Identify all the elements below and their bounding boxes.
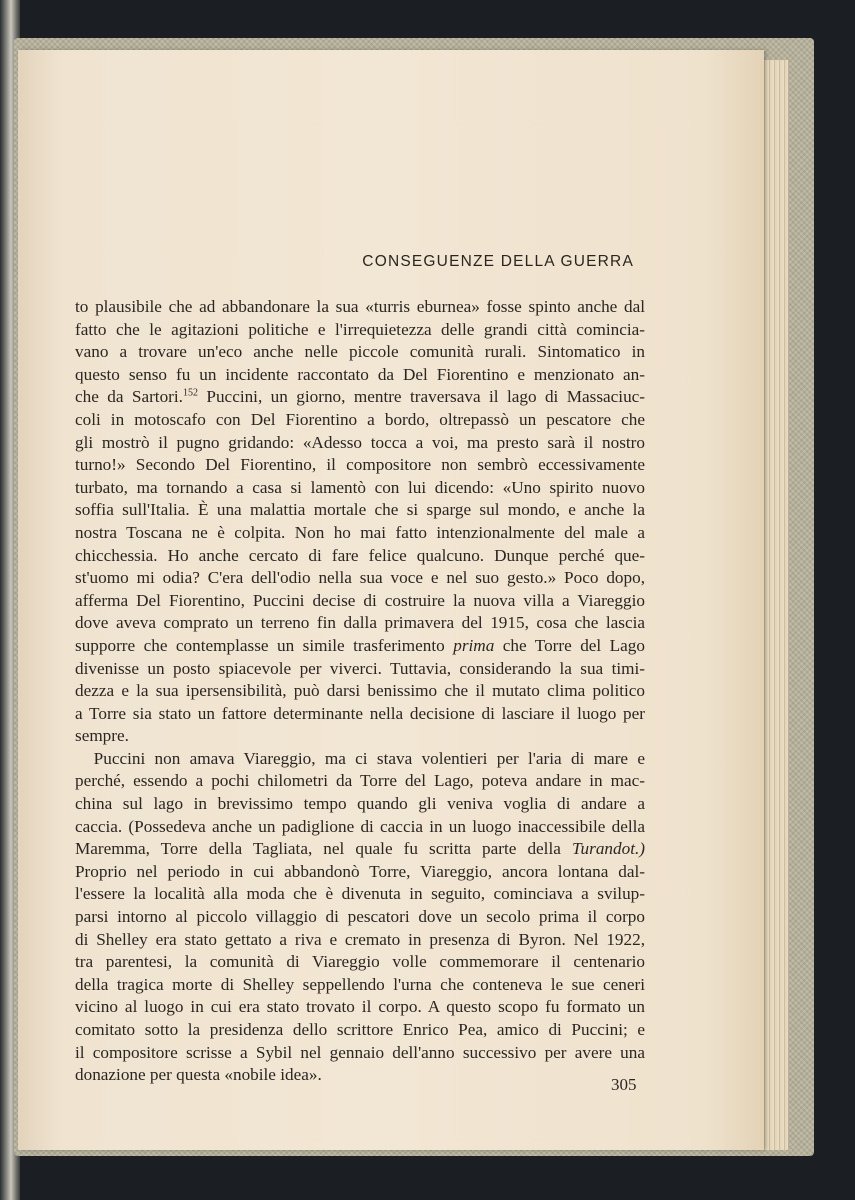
- footnote-ref: 152: [182, 387, 198, 399]
- text-line: sempre.: [75, 726, 129, 746]
- text-line: dove aveva comprato un terreno fin dalla primavera del 1915, cosa che lascia: [75, 613, 645, 633]
- body-text: [75, 296, 645, 1087]
- text-line: perché, essendo a pochi chilometri da Torre del Lago, poteva andare in mac-: [75, 771, 645, 791]
- text-line: a Torre sia stato un fattore determinante nella decisione di lasciare il luogo per: [75, 703, 645, 723]
- text-line: vicino al luogo in cui era stato trovato il corpo. A questo scopo fu formato un: [75, 997, 645, 1017]
- text-line: soffia sull'Italia. È una malattia mortale che si sparge sul mondo, e anche la: [75, 500, 645, 520]
- text-line: della tragica morte di Shelley seppellendo l'urna che conteneva le sue ceneri: [75, 974, 645, 994]
- text-line: tra parentesi, la comunità di Viareggio volle commemorare il centenario: [75, 952, 645, 972]
- text-line: Proprio nel periodo in cui abbandonò Torre, Viareggio, ancora lontana dal-: [75, 861, 645, 881]
- italic-title: Turandot.): [571, 839, 646, 859]
- text-line: che da Sartori.$^{152}$ Puccini, un giorno, mentre traversava il lago di Massaciuc-: [75, 387, 646, 407]
- text-line: gli mostrò il pugno gridando: «Adesso tocca a voi, ma presto sarà il nostro: [75, 432, 645, 452]
- text-line: chicchessia. Ho anche cercato di fare felice qualcuno. Dunque perché que-: [75, 545, 645, 565]
- page-number: 305: [611, 1075, 637, 1094]
- text-line: turno!» Secondo Del Fiorentino, il compositore non sembrò eccessivamente: [75, 455, 645, 475]
- text-line: donazione per questa «nobile idea».: [75, 1065, 322, 1085]
- text-line: di Shelley era stato gettato a riva e cremato in presenza di Byron. Nel 1922,: [75, 929, 645, 949]
- text-line: fatto che le agitazioni politiche e l'irrequietezza delle grandi città comincia-: [75, 319, 645, 339]
- text-line: comitato sotto la presidenza dello scrittore Enrico Pea, amico di Puccini; e: [75, 1020, 645, 1039]
- italic-word: prima: [453, 635, 495, 655]
- text-line: Maremma, Torre della Tagliata, nel quale fu scritta parte della Turandot.): [75, 839, 646, 859]
- text-line: turbato, ma tornando a casa si lamentò con lui dicendo: «Uno spirito nuovo: [75, 477, 645, 497]
- text-line: parsi intorno al piccolo villaggio di pescatori dove un secolo prima il corpo: [75, 907, 645, 927]
- text-line: nostra Toscana ne è colpita. Non ho mai fatto intenzionalmente del male a: [75, 522, 645, 542]
- text-line: divenisse un posto spiacevole per viverci. Tuttavia, considerando la sua timi-: [75, 658, 645, 678]
- text-line: china sul lago in brevissimo tempo quando gli veniva voglia di andare a: [75, 794, 645, 814]
- text-line: to plausibile che ad abbandonare la sua «turris eburnea» fosse spinto anche dal: [75, 297, 645, 316]
- text-line: caccia. (Possedeva anche un padiglione di caccia in un luogo inaccessibile della: [75, 816, 645, 836]
- text-line: il compositore scrisse a Sybil nel gennaio dell'anno successivo per avere una: [75, 1042, 645, 1062]
- book-page: [18, 50, 764, 1150]
- text-line: dezza e la sua ipersensibilità, può darsi benissimo che il mutato clima politico: [75, 681, 645, 701]
- text-line: vano a trovare un'eco anche nelle piccole comunità rurali. Sintomatico in: [75, 342, 645, 362]
- text-line: l'essere la località alla moda che è divenuta in seguito, cominciava a svilup-: [75, 884, 645, 904]
- text-line: coli in motoscafo con Del Fiorentino a bordo, oltrepassò un pescatore che: [75, 409, 645, 429]
- running-head: CONSEGUENZE DELLA GUERRA: [362, 253, 634, 270]
- text-line: Puccini non amava Viareggio, ma ci stava volentieri per l'aria di mare e: [93, 748, 645, 768]
- text-line: st'uomo mi odia? C'era dell'odio nella sua voce e nel suo gesto.» Poco dopo,: [75, 568, 645, 588]
- text-line: afferma Del Fiorentino, Puccini decise di costruire la nuova villa a Viareggio: [75, 590, 645, 610]
- text-line: supporre che contemplasse un simile trasferimento prima che Torre del Lago: [75, 635, 645, 655]
- text-line: questo senso fu un incidente raccontato da Del Fiorentino e menzionato an-: [75, 364, 645, 384]
